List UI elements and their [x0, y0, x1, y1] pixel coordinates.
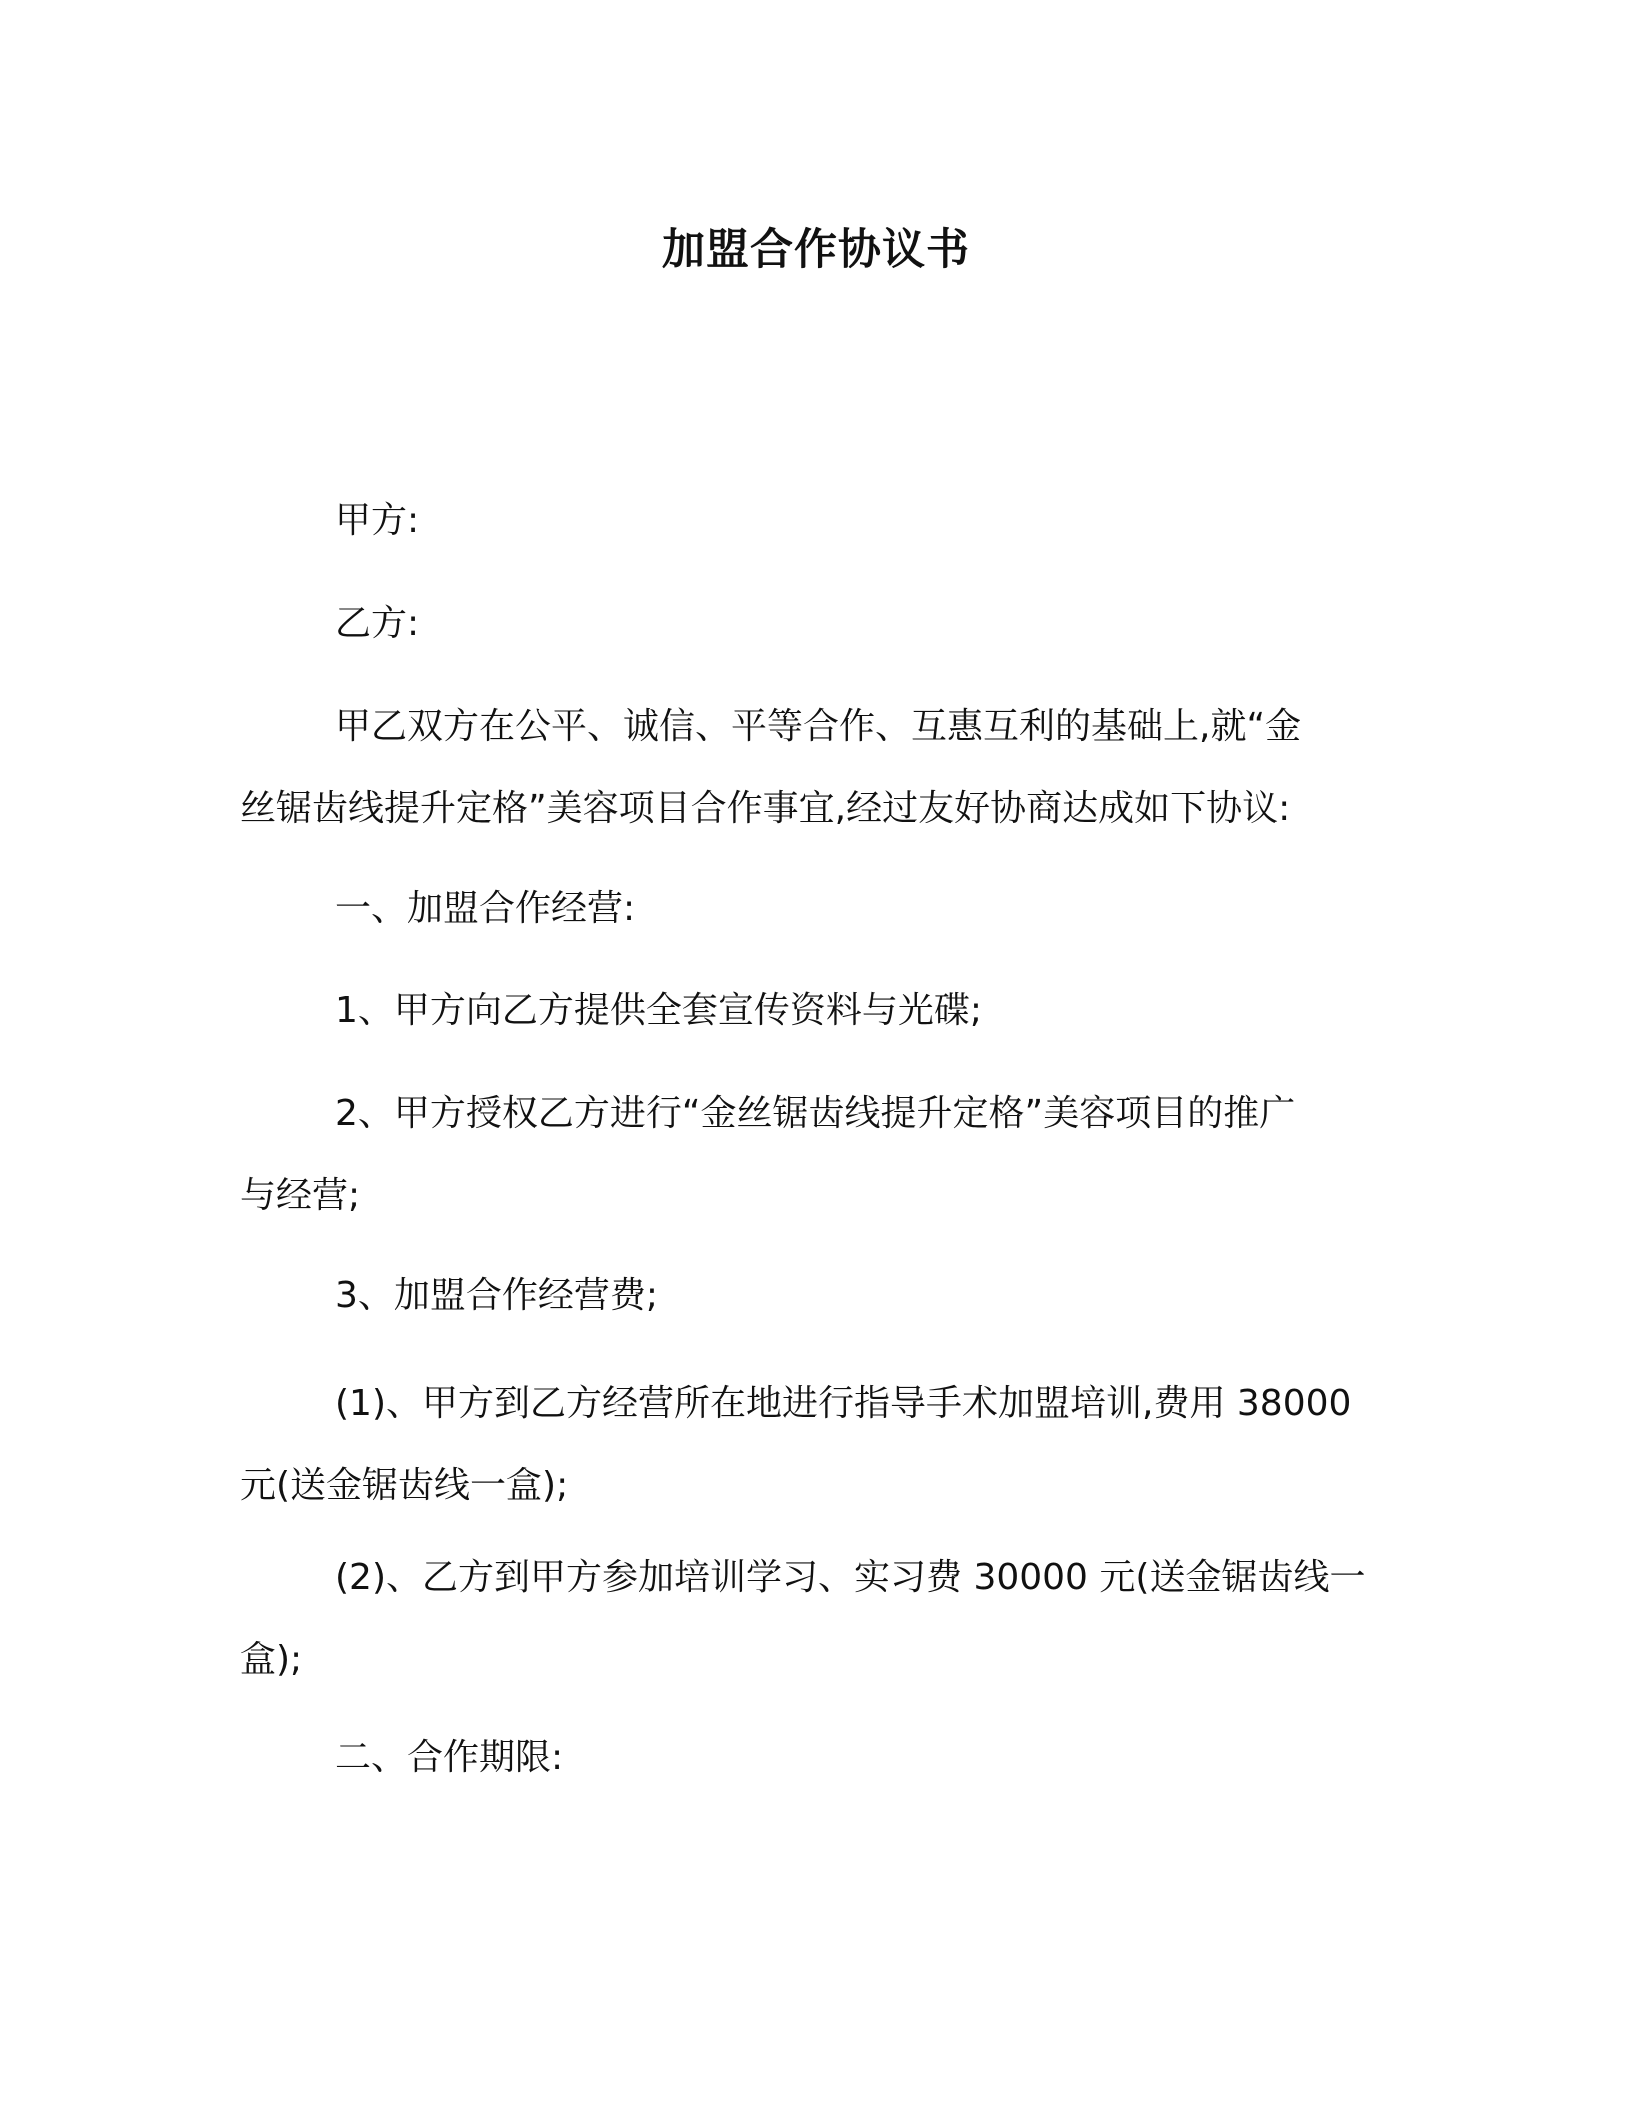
party-b-line: [240, 583, 1375, 665]
clause-2-line-1: 2、甲方授权乙方进行“金丝锯齿线提升定格”美容项目的推广: [335, 1093, 1296, 1134]
clause-3-item-2-line-1: (2)、乙方到甲方参加培训学习、实习费 30000 元(送金锯齿线一: [335, 1557, 1366, 1598]
clause-3-text: 3、加盟合作经营费;: [335, 1275, 659, 1316]
clause-1-text: 1、甲方向乙方提供全套宣传资料与光碟;: [335, 990, 983, 1031]
preamble-line-2: 丝锯齿线提升定格”美容项目合作事宜,经过友好协商达成如下协议:: [240, 788, 1291, 829]
section-1-heading-text: 一、加盟合作经营:: [335, 888, 636, 929]
clause-2: [240, 1073, 1375, 1237]
party-b-label: 乙方:: [335, 603, 420, 644]
clause-3-item-2: [240, 1537, 1375, 1701]
document-title: 加盟合作协议书: [662, 225, 970, 275]
section-1-heading: [240, 868, 1375, 950]
section-2-heading: [240, 1717, 1375, 1799]
clause-3-item-2-line-2: 盒);: [240, 1639, 303, 1680]
clause-2-line-2: 与经营;: [240, 1175, 361, 1216]
clause-1: [240, 970, 1375, 1052]
party-a-label: 甲方:: [335, 500, 420, 541]
clause-3-item-1: [240, 1363, 1375, 1527]
preamble-paragraph: [240, 686, 1375, 850]
party-a-line: [240, 480, 1375, 562]
section-2-heading-text: 二、合作期限:: [335, 1737, 564, 1778]
preamble-line-1: 甲乙双方在公平、诚信、平等合作、互惠互利的基础上,就“金: [335, 706, 1302, 747]
clause-3-item-1-line-2: 元(送金锯齿线一盒);: [240, 1465, 569, 1506]
clause-3-item-1-line-1: (1)、甲方到乙方经营所在地进行指导手术加盟培训,费用 38000: [335, 1383, 1352, 1424]
clause-3: [240, 1255, 1375, 1337]
